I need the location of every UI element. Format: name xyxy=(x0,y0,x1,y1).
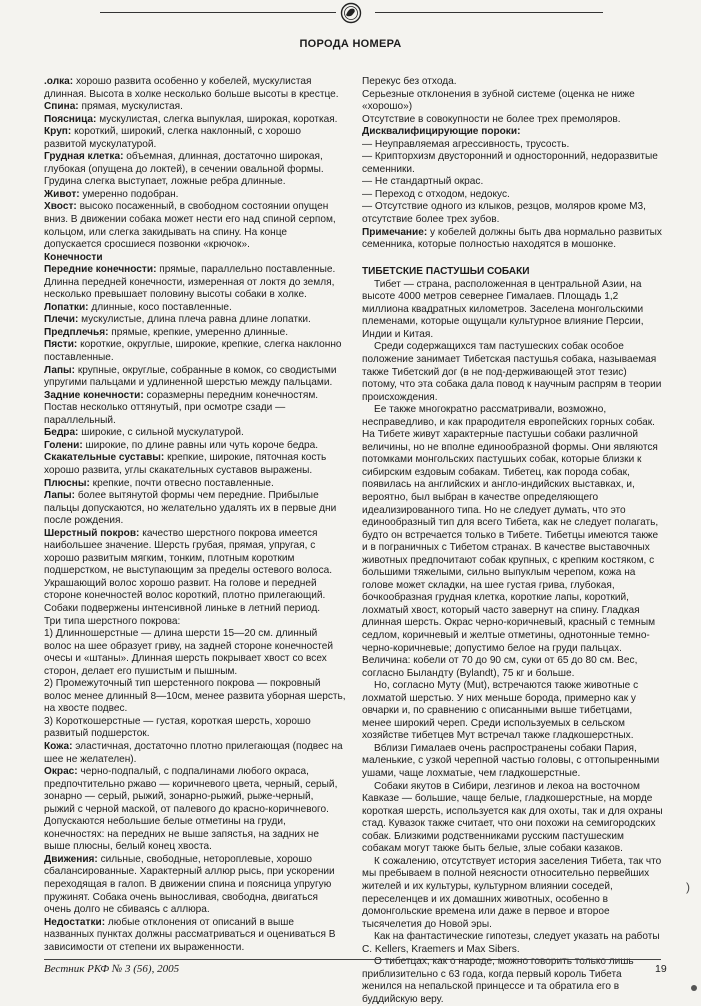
paragraph xyxy=(362,856,664,931)
term-text: 1) Длинношерстные — длина шерсти 15—20 см. длинный волос на шее образует гриву, на задней стороне конечностей очесы и «штаны». Длинная шерсть покрывает хвост со всех сторон, делает его пушистым и пышным. xyxy=(44,628,334,677)
term-label: Плюсны: xyxy=(44,477,90,489)
paragraph xyxy=(44,440,346,453)
paragraph xyxy=(362,151,664,176)
term-label: Пясти: xyxy=(44,339,78,351)
term-text: широкие, с сильной мускулатурой. xyxy=(78,427,244,439)
term-label: Лапы: xyxy=(44,364,76,376)
paragraph xyxy=(44,917,346,955)
paragraph xyxy=(44,854,346,917)
paragraph xyxy=(362,279,664,342)
term-text: — Переход с отходом, недокус. xyxy=(362,188,510,200)
paragraph xyxy=(44,390,346,428)
paragraph xyxy=(44,302,346,315)
term-text: длинные, косо поставленные. xyxy=(88,301,232,313)
paragraph xyxy=(44,452,346,477)
margin-mark: ) xyxy=(686,880,690,894)
term-text: Тибет — страна, расположенная в центральной Азии, на высоте 4000 метров севернее Гималаев. Площадь 1,2 миллиона квадратных километров. Заселена монгольскими племенами, которые ощущали культурное влияние Персии, Индии и Китая. xyxy=(362,278,644,340)
term-text: Среди содержащихся там пастушеских собак особое положение занимает Тибетская пастушья собака, называемая также Тибетский дог (в не под-держивающей этот тезис) потому, что эта собака дала повод к научным распрям в теории происхождения. xyxy=(362,341,662,403)
term-label: Бедра: xyxy=(44,427,79,439)
term-label: Голени: xyxy=(44,439,83,451)
term-label: Окрас: xyxy=(44,766,78,778)
term-text: хорошо развита особенно у кобелей, мускулистая длинная. Высота в холке несколько больше высоты в крестце. xyxy=(44,76,339,100)
paragraph xyxy=(44,365,346,390)
term-text: Три типа шерстного покрова: xyxy=(44,615,181,627)
paragraph xyxy=(44,490,346,528)
term-text: — Крипторхизм двусторонний и односторонний, недоразвитые семенники. xyxy=(362,151,658,175)
term-text: — Не стандартный окрас. xyxy=(362,176,484,188)
term-text: 2) Промежуточный тип шерстенного покрова — покровный волос менее длинный 8—10см, менее развита уборная шерсть, на хвосте подвес. xyxy=(44,678,346,715)
footer-journal: Вестник РКФ № 3 (56), 2005 xyxy=(44,963,180,975)
paragraph xyxy=(44,189,346,202)
term-label: Кожа: xyxy=(44,740,73,752)
paragraph xyxy=(362,126,664,139)
term-text: черно-подпалый, с подпалинами любого окраса, предпочтительно ржаво — коричневого цвета, черный, серый, зонарно — серый, рыжий, зонарно-рыжий, рыже-черный, рыжий с черной маской, от палевого до красно-коричневого. Допускаются небольшие белые отметины на груди, конечностях: на передних не выше запястья, на задних не выше плюсны, белый конец хвоста. xyxy=(44,766,338,853)
paragraph xyxy=(362,404,664,680)
paragraph xyxy=(44,126,346,151)
term-label: Спина: xyxy=(44,101,79,113)
term-label: Задние конечности: xyxy=(44,389,144,401)
paragraph xyxy=(44,616,346,629)
paragraph xyxy=(44,101,346,114)
paragraph xyxy=(362,89,664,114)
term-text: Перекус без отхода. xyxy=(362,76,457,87)
paragraph xyxy=(44,339,346,364)
term-text: мускулистая, слегка выпуклая, широкая, короткая. xyxy=(96,113,338,125)
paragraph xyxy=(44,716,346,741)
paragraph xyxy=(362,743,664,781)
term-text: прямые, крепкие, умеренно длинные. xyxy=(108,326,289,338)
term-text: высоко посаженный, в свободном состоянии опущен вниз. В движении собака может нести его над спиной серпом, кольцом, или слегка закидывать на спину. На конце допускается сросшиеся позвонки «крючок». xyxy=(44,201,336,251)
term-label: Круп: xyxy=(44,126,72,138)
margin-dot xyxy=(691,985,697,991)
term-text: прямая, мускулистая. xyxy=(78,101,183,113)
term-text: Отсутствие в совокупности не более трех премоляров. xyxy=(362,113,621,125)
paragraph xyxy=(44,628,346,678)
paragraph xyxy=(362,680,664,743)
top-rule-left xyxy=(100,12,336,13)
term-text: прямые, параллельно поставленные. Длинна передней конечности, измеренная от локтя до земля, несколько превышает половину высоты собаки в холке. xyxy=(44,264,336,301)
paragraph xyxy=(44,766,346,854)
page-number: 19 xyxy=(655,963,667,975)
paragraph xyxy=(44,314,346,327)
term-text: Серьезные отклонения в зубной системе (оценка не ниже «хорошо») xyxy=(362,88,635,113)
paragraph xyxy=(44,741,346,766)
term-text: крупные, округлые, собранные в комок, со сводистыми упругими пальцами и удлиненной шерстью между пальцами. xyxy=(44,364,337,389)
term-text: К сожалению, отсутствует история заселения Тибета, так что мы пребываем в полной неясности относительно первейших жителей и их культуры, культурном влиянии соседей, переселенцев и их домашних животных, особенно в домонгольские времена или даже в первое и второе тысячелетия до Новой эры. xyxy=(362,855,662,930)
term-text: качество шерстного покрова имеется наибольшее значение. Шерсть грубая, прямая, упругая, с хорошо развитым мягким, тонким, плотным коротким подшерстком, не выступающим за пределы остевого волоса. Украшающий волос хорошо развит. На голове и передней стороне конечностей волос короткий, плотно прилегающий. Собаки подвержены интенсивной линьке в летний период. xyxy=(44,527,333,614)
term-label: Дисквалифицирующие пороки: xyxy=(362,126,521,138)
term-label: Плечи: xyxy=(44,314,79,326)
paragraph xyxy=(362,956,664,1006)
term-text: Вблизи Гималаев очень распространены собаки Пария, маленькие, с узкой черепной частью головы, с оттопыренными ушами, чаще лохматые, чем гладкошерстные. xyxy=(362,742,660,780)
term-text: Но, согласно Муту (Mut), встречаются также животные с лохматой шерстью. У них меньше борода, примерно как у овчарки и, по сравнению с описанными выше тибетцами, менее широкий череп. Среди используемых в сельском хозяйстве тибетцев Мут встречал также гладкошерстных. xyxy=(362,680,639,742)
footer-rule xyxy=(44,959,661,960)
paragraph xyxy=(44,76,346,101)
term-label: Скакательные суставы: xyxy=(44,452,165,464)
term-label: Недостатки: xyxy=(44,916,106,928)
term-text: — Отсутствие одного из клыков, резцов, моляров кроме М3, отсутствие более трех зубов. xyxy=(362,201,646,226)
term-label: Лапы: xyxy=(44,490,76,502)
top-rule-right xyxy=(375,12,603,13)
paragraph xyxy=(44,252,346,265)
term-text: — Неуправляемая агрессивность, трусость. xyxy=(362,138,570,150)
paragraph xyxy=(44,151,346,189)
term-text: Ее также многократно рассматривали, возможно, несправедливо, и как прародителя европейских горных собак. На Тибете живут характерные пастушьи собаки различной величины, но не вполне единообразной формы. Они являются потомками монгольских пастушьих собак, которые близки к сибирским ездовым собакам. Тибетец, как порода собак, появилась на английских и англо-индийских выставках, и, вероятно, был выбран в качестве определяющего идеализированного типа. Но не следует думать, что это единообразный тип для всего Тибета, как не следует полагать, будто он встречается только в Тибете. Тибетцы имеются также и в пограничных с Тибетом странах. В качестве выставочных животных предпочитают собак крупных, с крепким костяком, с большими тяжелыми, сильно выпуклым черепом, кожа на голове может складки, на шее густая грива, глубокая, бочкообразная грудная клетка, короткие лапы, короткий, лохматый хвост, который часто завернут на спину. Гладкая длинная шерсть. Окрас черно-коричневый, красный с темным седлом, коричневый и желтые отметины, однотонные темно-черно-коричневые; допустимо белое на груди пальцах. Величина: кобели от 70 до 90 см, суки от 65 до 80 см. Вес, согласно Быландту (Bylandt), 75 кг и больше. xyxy=(362,404,659,679)
term-text: у кобелей должны быть два нормально развитых семенника, которые полностью находятся в мошонке. xyxy=(362,226,662,251)
paragraph xyxy=(362,114,664,127)
paragraph xyxy=(44,478,346,491)
term-text: 3) Короткошерстные — густая, короткая шерсть, хорошо развитый подшерсток. xyxy=(44,715,311,740)
paragraph xyxy=(44,264,346,302)
term-label: Лопатки: xyxy=(44,301,89,313)
paragraph xyxy=(362,781,664,856)
paragraph xyxy=(362,76,664,89)
term-label: Шерстный покров: xyxy=(44,527,140,539)
term-text: мускулистые, длина плеча равна длине лопатки. xyxy=(78,314,311,326)
term-text: Собаки якутов в Сибири, лезгинов и лекоа на восточном Кавказе — большие, чаще белые, гладкошерстные, на морде короткая шерсть, используется как для охоты, так и для охраны стад. Кувазок также считает, что они похожи на семигородских собак. Близкими родственниками русским пастушеским собакам могут также быть белые, злые собаки казаков. xyxy=(362,780,663,855)
term-label: Поясница: xyxy=(44,113,97,125)
term-label: Передние конечности: xyxy=(44,264,157,276)
term-label: Хвост: xyxy=(44,201,77,213)
term-text: умеренно подобран. xyxy=(79,188,179,200)
term-text: соразмерны передним конечностям. Постав несколько оттянутый, при осмотре сзади — параллельный. xyxy=(44,389,319,426)
paragraph xyxy=(362,189,664,202)
paragraph xyxy=(362,227,664,252)
term-label: Грудная клетка: xyxy=(44,151,124,163)
term-label: .олка: xyxy=(44,76,74,87)
paragraph xyxy=(44,327,346,340)
term-label: Конечности xyxy=(44,251,103,263)
paragraph xyxy=(44,528,346,616)
term-text: более вытянутой формы чем передние. Прибылые пальцы допускаются, но желательно удалять их в первые дни после рождения. xyxy=(44,490,337,527)
paragraph xyxy=(44,201,346,251)
term-label: Движения: xyxy=(44,853,98,865)
paragraph xyxy=(44,427,346,440)
paragraph xyxy=(362,139,664,152)
term-text: широкие, по длине равны или чуть короче бедра. xyxy=(82,439,319,451)
paragraph xyxy=(44,114,346,127)
term-text: крепкие, широкие, пяточная кость хорошо развита, углы скакательных суставов выражены. xyxy=(44,452,327,476)
term-text: короткие, округлые, широкие, крепкие, слегка наклонно поставленные. xyxy=(44,339,342,364)
magazine-logo-icon xyxy=(337,2,365,24)
term-text: крепкие, почти отвесно поставленные. xyxy=(89,477,274,489)
left-column xyxy=(44,76,346,954)
term-text: эластичная, достаточно плотно прилегающая (подвес на шее не желателен). xyxy=(44,740,343,765)
paragraph xyxy=(362,341,664,404)
paragraph xyxy=(362,931,664,956)
right-column xyxy=(362,76,664,1006)
term-text: сильные, свободные, нетороплевые, хорошо сбалансированные. Характерный аллюр рысь, при ускорении переходящая в галоп. В движении спина и поясница упругую пружинят. Собака очень выносливая, свободна, двигаться очень долго не сбиваясь с аллюра. xyxy=(44,853,335,916)
article-title: ТИБЕТСКИЕ ПАСТУШЬИ СОБАКИ xyxy=(362,266,530,278)
paragraph xyxy=(362,201,664,226)
term-label: Примечание: xyxy=(362,226,428,238)
paragraph xyxy=(44,678,346,716)
term-text: О тибетцах, как о народе, можно говорить только лишь приблизительно с 63 года, когда первый король Тибета женился на непальской принцессе и та обратила его в буддийскую веру. xyxy=(362,956,634,1005)
term-text: Как на фантастические гипотезы, следует указать на работы C. Kellers, Kraemers и Max Sibers. xyxy=(362,931,660,955)
term-text: короткий, широкий, слегка наклонный, с хорошо развитой мускулатурой. xyxy=(44,126,302,150)
term-text: объемная, длинная, достаточно широкая, глубокая (опущена до локтей), в сечении овальной формы. Грудина слегка выступает, ложные ребра длинные. xyxy=(44,151,324,188)
paragraph xyxy=(362,176,664,189)
term-text: любые отклонения от описаний в выше названных пунктах должны рассматриваться и оцениваться В зависимости от степени их выраженности. xyxy=(44,916,336,953)
term-label: Живот: xyxy=(44,188,80,200)
term-label: Предплечья: xyxy=(44,326,109,338)
section-header: ПОРОДА НОМЕРА xyxy=(299,38,402,50)
